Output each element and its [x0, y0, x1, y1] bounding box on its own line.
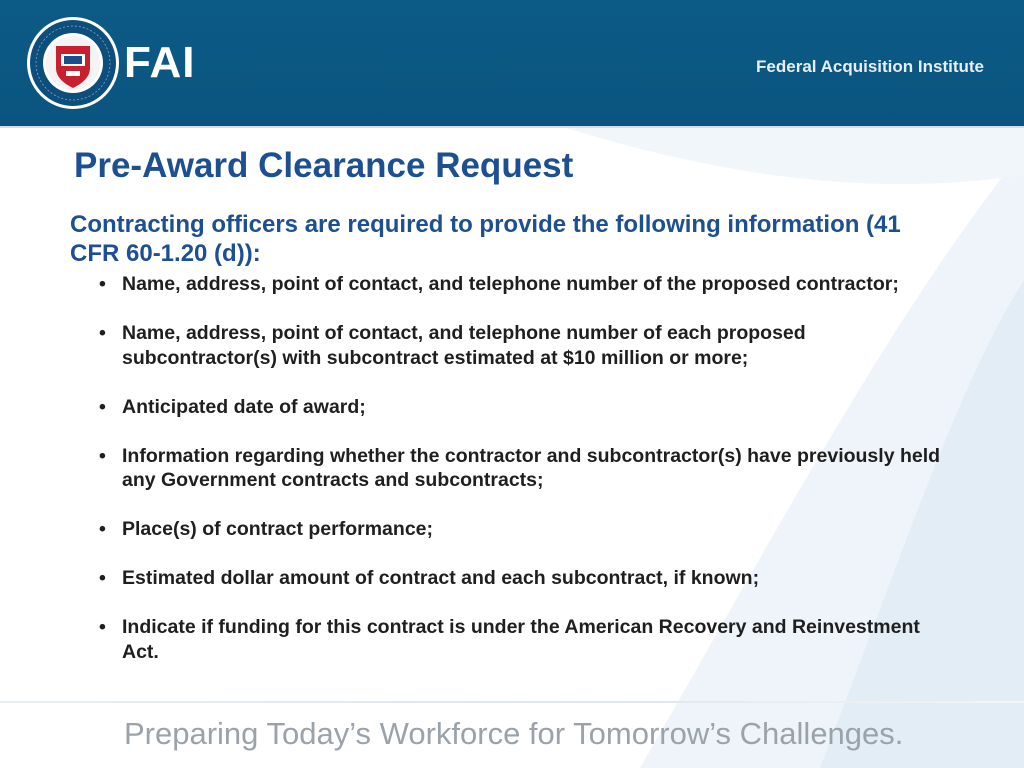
list-item-text: Information regarding whether the contractor and subcontractor(s) have previously held any Government contracts and subcontracts;: [122, 444, 941, 491]
footer-tagline: Preparing Today’s Workforce for Tomorrow’s Challenges.: [124, 716, 904, 751]
list-item-text: Anticipated date of award;: [122, 395, 366, 418]
bullet-icon: •: [99, 395, 106, 418]
bullet-icon: •: [99, 273, 106, 295]
list-item: [96, 615, 946, 664]
bullet-icon: •: [99, 322, 106, 344]
organization-name: Federal Acquisition Institute: [756, 57, 984, 76]
list-item: [96, 395, 946, 420]
header-banner: [0, 0, 1024, 128]
list-item: [96, 272, 946, 297]
requirements-list: [96, 272, 946, 689]
slide-title: Pre-Award Clearance Request: [74, 146, 574, 185]
fai-logo-text: FAI: [124, 38, 196, 87]
list-item-text: Place(s) of contract performance;: [122, 518, 434, 540]
list-item: [96, 321, 946, 370]
list-item-text: Name, address, point of contact, and telephone number of the proposed contractor;: [122, 273, 899, 295]
footer-divider: [0, 701, 1024, 703]
bullet-icon: •: [99, 444, 106, 467]
list-item-text: Indicate if funding for this contract is under the American Recovery and Reinvestment Act.: [122, 616, 920, 663]
bullet-icon: •: [99, 616, 106, 638]
fai-seal-logo: [26, 16, 120, 110]
list-item: [96, 444, 946, 493]
bullet-icon: •: [99, 567, 106, 589]
list-item: [96, 517, 946, 542]
bullet-icon: •: [99, 518, 106, 540]
list-item: [96, 566, 946, 591]
slide-intro: Contracting officers are required to provide the following information (41 CFR 60-1.20 (d)):: [70, 211, 901, 267]
list-item-text: Estimated dollar amount of contract and each subcontract, if known;: [122, 567, 760, 589]
list-item-text: Name, address, point of contact, and telephone number of each proposed subcontractor(s) with subcontract estimated at $10 million or more;: [122, 322, 806, 369]
